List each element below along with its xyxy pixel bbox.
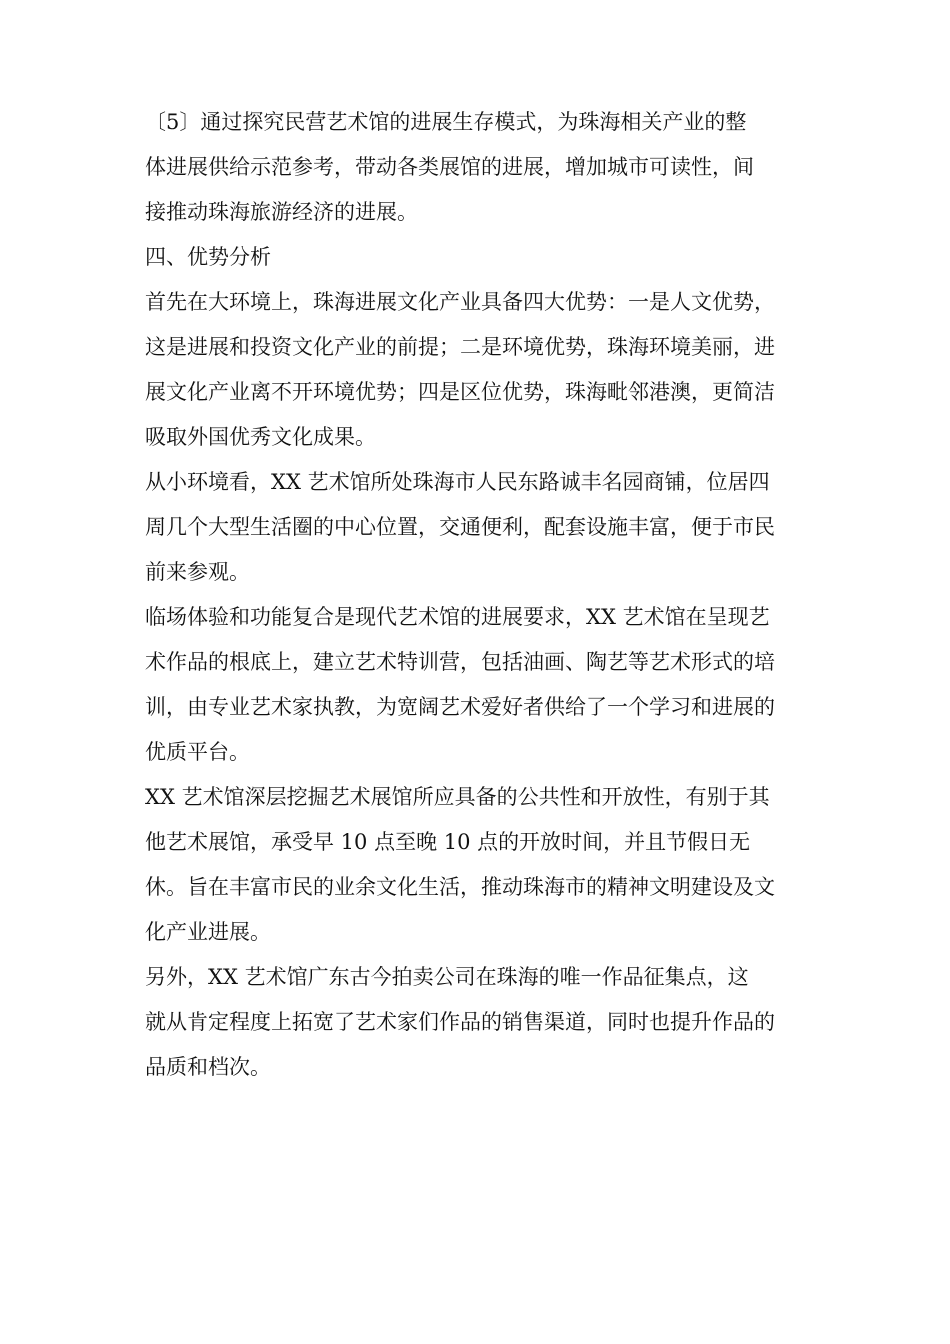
text-line: 品质和档次。 bbox=[145, 1055, 271, 1079]
text-line: 化产业进展。 bbox=[145, 920, 271, 944]
text-line: 优质平台。 bbox=[145, 740, 250, 764]
text-line: 就从肯定程度上拓宽了艺术家们作品的销售渠道，同时也提升作品的 bbox=[145, 1010, 775, 1034]
text-line: 从小环境看，XX 艺术馆所处珠海市人民东路诚丰名园商铺，位居四 bbox=[145, 470, 770, 494]
paragraph bbox=[145, 100, 825, 235]
paragraph bbox=[145, 595, 825, 775]
paragraph bbox=[145, 775, 825, 955]
text-line: 吸取外国优秀文化成果。 bbox=[145, 425, 376, 449]
text-line: 周几个大型生活圈的中心位置，交通便利，配套设施丰富，便于市民 bbox=[145, 515, 775, 539]
section-heading bbox=[145, 235, 825, 280]
paragraph bbox=[145, 280, 825, 460]
text-line: 前来参观。 bbox=[145, 560, 250, 584]
text-line: 这是进展和投资文化产业的前提；二是环境优势，珠海环境美丽，进 bbox=[145, 335, 775, 359]
paragraph bbox=[145, 955, 825, 1090]
text-line: 首先在大环境上，珠海进展文化产业具备四大优势：一是人文优势， bbox=[145, 290, 775, 314]
text-line: 展文化产业离不开环境优势；四是区位优势，珠海毗邻港澳，更简洁 bbox=[145, 380, 775, 404]
text-line: 体进展供给示范参考，带动各类展馆的进展，增加城市可读性，间 bbox=[145, 155, 754, 179]
text-line: 他艺术展馆，承受早 10 点至晚 10 点的开放时间，并且节假日无 bbox=[145, 830, 751, 854]
paragraph bbox=[145, 460, 825, 595]
text-line: XX 艺术馆深层挖掘艺术展馆所应具备的公共性和开放性，有别于其 bbox=[145, 785, 770, 809]
text-line: 四、优势分析 bbox=[145, 245, 271, 269]
text-line: 临场体验和功能复合是现代艺术馆的进展要求，XX 艺术馆在呈现艺 bbox=[145, 605, 770, 629]
document-body bbox=[145, 100, 825, 1090]
text-line: 休。旨在丰富市民的业余文化生活，推动珠海市的精神文明建设及文 bbox=[145, 875, 775, 899]
text-line: 〔5〕通过探究民营艺术馆的进展生存模式，为珠海相关产业的整 bbox=[145, 110, 747, 134]
text-line: 训，由专业艺术家执教，为宽阔艺术爱好者供给了一个学习和进展的 bbox=[145, 695, 775, 719]
text-line: 接推动珠海旅游经济的进展。 bbox=[145, 200, 418, 224]
text-line: 另外，XX 艺术馆广东古今拍卖公司在珠海的唯一作品征集点，这 bbox=[145, 965, 749, 989]
text-line: 术作品的根底上，建立艺术特训营，包括油画、陶艺等艺术形式的培 bbox=[145, 650, 775, 674]
